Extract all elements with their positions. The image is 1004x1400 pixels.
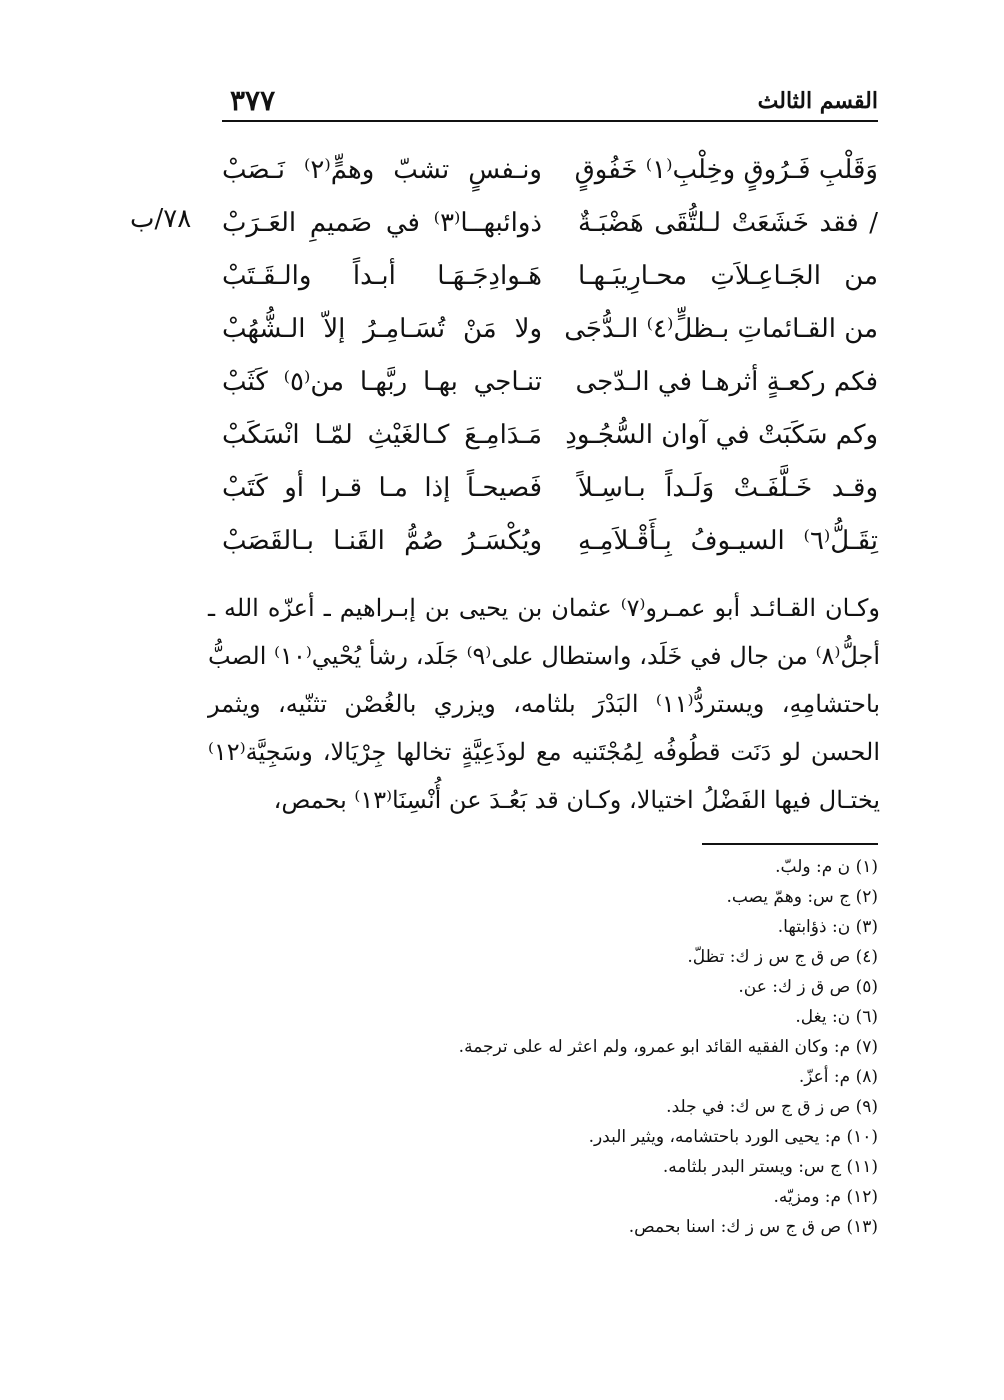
verse-second-hemistich: ويُكْسَـرُ صُمُّ القَنـا بـالقَصَبْ [222,526,542,556]
verse-first-hemistich: / فقد خَشَعَتْ لـلتُّقَى هَضْبَـةٌ [578,208,878,238]
verse-first-hemistich: وقـد خَـلَّفَـتْ وَلَـداً بـاسِـلاً [578,473,878,503]
verse-second-hemistich: تنـاجي بهـا ربَّهـا من⁽٥⁾ كَثَبْ [222,367,543,397]
verse [222,519,878,572]
footnote: (٦) ن: يغل. [795,1007,878,1027]
verse [222,307,878,360]
verse [222,413,878,466]
verse-second-hemistich: ونـفسٍ تشبّ وهمٍّ⁽٢⁾ نَـصَبْ [222,155,542,185]
footnote-separator [702,843,878,845]
footnote: (١١) ج س: ويستر البدر بلثامه. [662,1157,878,1177]
verse [222,360,878,413]
footnote: (١٣) ص ق ج س ز ك: اسنا بحمص. [628,1217,878,1237]
footnote: (٥) ص ق ز ك: عن. [738,977,878,997]
footnote: (٢) ج س: وهمّ يصب. [726,887,878,907]
footnote: (٨) م: أعزّ. [798,1067,878,1087]
verse-second-hemistich: ذوائبهــا⁽٣⁾ في صَميمِ العَـرَبْ [222,208,542,238]
verse-first-hemistich: وَقَلْبِ فَـرُوقٍ وخِلْبِ⁽١⁾ خَفُوقٍ [574,155,878,185]
verse-second-hemistich: فَصيحـاً إذا مـا قـرا أو كَتَبْ [222,473,542,503]
verse-first-hemistich: من القـائماتِ بـظلٍّ⁽٤⁾ الـدُّجَى [564,314,878,344]
verse-first-hemistich: من الجَـاعِـلاَتِ محـارِيبَـهـا [578,261,878,291]
page-number: ٣٧٧ [230,84,276,117]
verse-second-hemistich: مَـدَامِـعَ كـالغَيْثِ لمّـا انْسَكَبْ [222,420,542,450]
verse [222,201,878,254]
verse [222,466,878,519]
footnote: (١٢) م: ومزيّه. [773,1187,878,1207]
verse-first-hemistich: فكم ركعـةٍ أثرهـا في الـدّجى [575,367,878,397]
section-title: القسم الثالث [757,88,878,114]
footnote: (١) ن م: ولبّ. [775,857,878,877]
verse-second-hemistich: هَـوادِجَـهَـا أبـداً والـقَـتَبْ [222,261,542,291]
poem [222,148,878,572]
verse-second-hemistich: ولا مَنْ تُسَـامِـرُ إلاّ الـشُّهُبْ [222,314,542,344]
prose-paragraph: وكـان القـائـد أبو عمـرو⁽٧⁾ عثمان بن يحيى بن إبـراهيم ـ أعزّه الله ـ أجلُّ⁽٨⁾ من جال في خَلَد، واستطال على⁽٩⁾ جَلَد، رشأ يُحْيي⁽١٠⁾ الصبُّ باحتشامِهِ، ويستردُّ⁽١١⁾ البَدْرَ بلثامه، ويزري بالغُصْن تثنّيه، ويثمر الحسن لو دَنَت قطُوفُه لِمُجْتَنيه مع لوذَعِيَّةٍ تخالها جِرْيَالا، وسَجِيَّة⁽١٢⁾ يختـال فيها الفَضْلُ اختيالا، وكـان قد بَعُـدَ عن أُنْسِنَا⁽١٣⁾ بحمص، [208,594,881,814]
footnote: (٣) ن: ذؤابتها. [777,917,878,937]
footnotes [300,852,878,1242]
verse-first-hemistich: تِقَـلُّ⁽٦⁾ السيـوفُ بِـأَقْـلاَمِـهِ [578,526,878,556]
footnote: (٧) م: وكان الفقيه القائد ابو عمرو، ولم اعثر له على ترجمة. [458,1037,878,1057]
verse [222,148,878,201]
verse-first-hemistich: وكم سَكَبَتْ في آوان السُّجُـودِ [565,420,878,450]
footnote: (١٠) م: يحيى الورد باحتشامه، ويثير البدر. [588,1127,878,1147]
verse [222,254,878,307]
manuscript-folio-note: ٧٨/ب [130,204,192,234]
footnote: (٩) ص ز ق ج س ك: في جلد. [666,1097,878,1117]
footnote: (٤) ص ق ج س ز ك: تظلّ. [687,947,878,967]
page-header [222,84,878,122]
